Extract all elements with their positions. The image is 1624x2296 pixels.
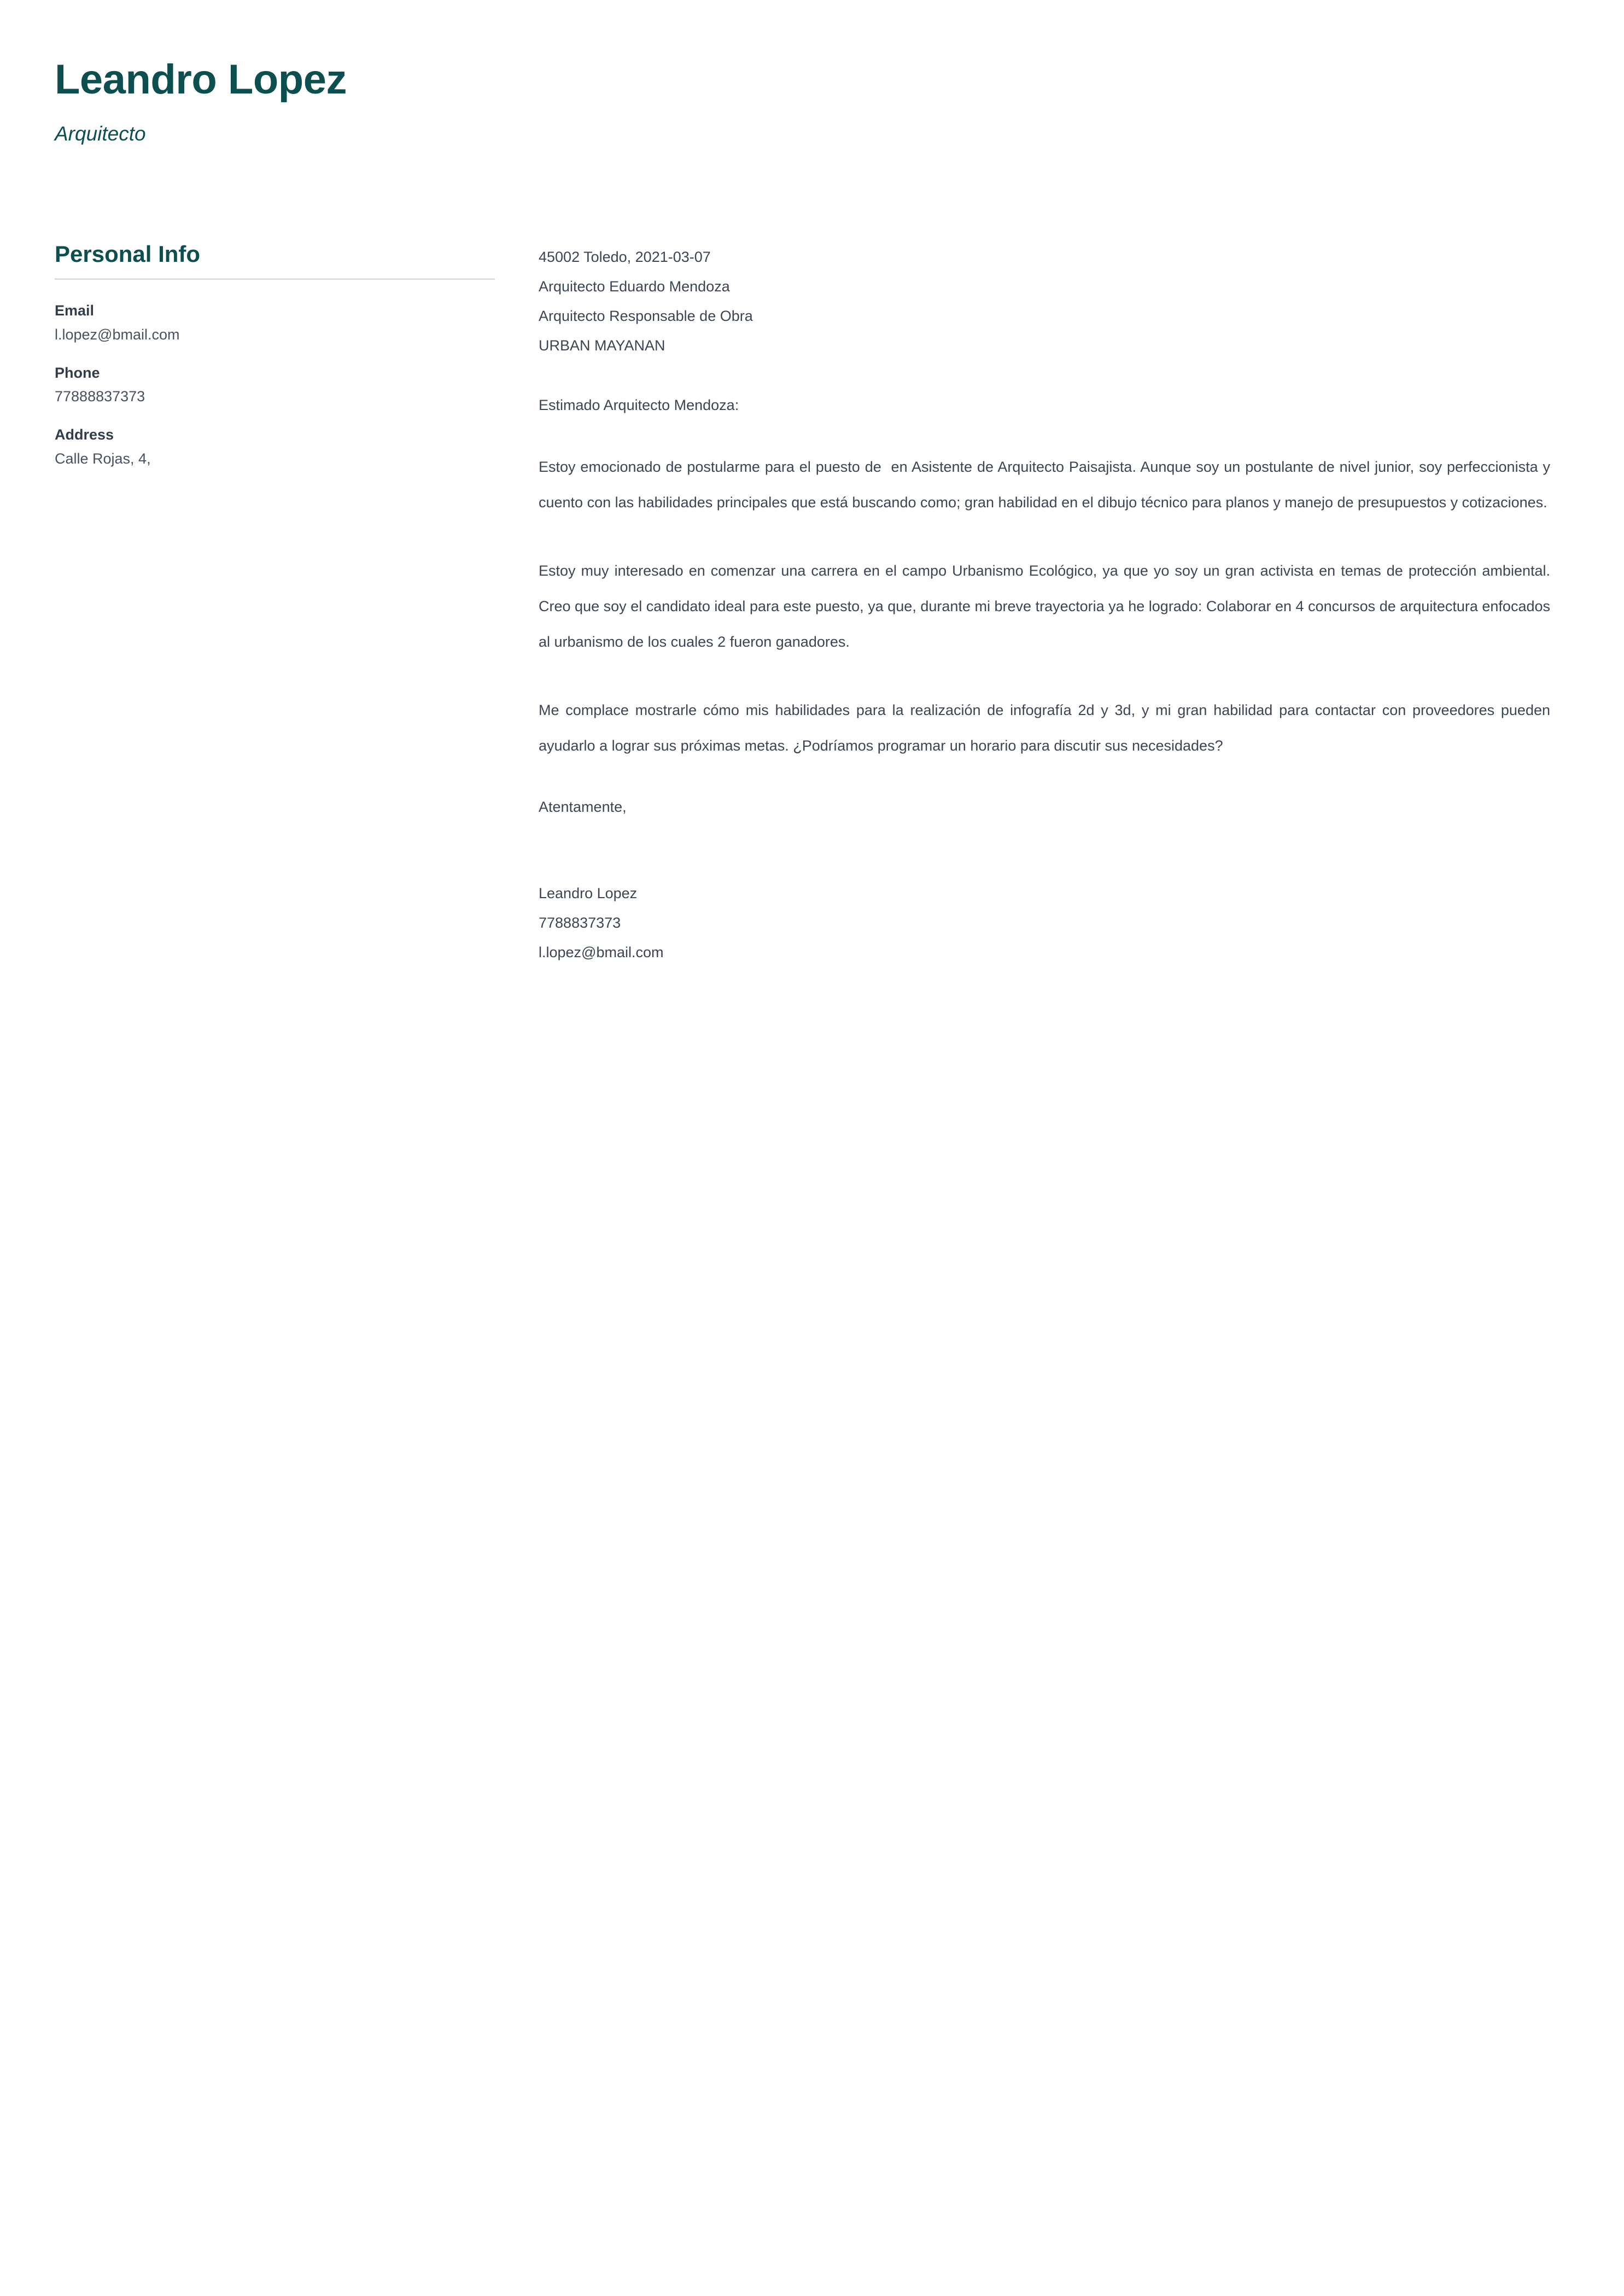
letter-body: [539, 242, 1555, 967]
personal-info-sidebar: [55, 242, 495, 468]
signature-block: [539, 822, 1550, 967]
letter-paragraph-2: Estoy muy interesado en comenzar una carrera en el campo Urbanismo Ecológico, ya que yo soy un gran activista en temas de protección ambiental. Creo que soy el candidato ideal para este puesto, ya que, durante mi breve trayectoria ya he logrado: Colaborar en 4 concursos de arquitectura enfocados al urbanismo de los cuales 2 fueron ganadores.: [539, 563, 1555, 650]
letter-paragraphs: [539, 420, 1555, 764]
candidate-name: Leandro Lopez: [55, 56, 347, 103]
signature-name: Leandro Lopez: [539, 885, 638, 901]
letter-paragraph-3: Me complace mostrarle cómo mis habilidades para la realización de infografía 2d y 3d, y mi gran habilidad para contactar con proveedores pueden ayudarlo a lograr sus próximas metas. ¿Podríamos programar un horario para discutir sus necesidades?: [539, 702, 1555, 754]
info-item-phone: [55, 364, 495, 426]
candidate-job-title: Arquitecto: [55, 122, 146, 145]
recipient-line-name: Arquitecto Eduardo Mendoza: [539, 278, 730, 295]
info-label-email: Email: [55, 302, 95, 319]
letter-paragraph-1: Estoy emocionado de postularme para el puesto de en Asistente de Arquitecto Paisajista. Aunque soy un postulante de nivel junior, soy perfeccionista y cuento con las habilidades principales que está buscando como; gran habilidad en el dibujo técnico para planos y manejo de presupuestos y cotizaciones.: [539, 459, 1555, 511]
info-value-address: Calle Rojas, 4,: [55, 450, 151, 467]
info-label-address: Address: [55, 426, 114, 443]
info-label-phone: Phone: [55, 364, 100, 381]
info-item-address: [55, 426, 495, 468]
letter-header: [55, 56, 1553, 145]
recipient-line-date-location: 45002 Toledo, 2021-03-07: [539, 249, 711, 265]
recipient-line-company: URBAN MAYANAN: [539, 337, 665, 354]
info-value-email[interactable]: l.lopez@bmail.com: [55, 326, 180, 343]
recipient-block: [539, 242, 1550, 360]
signature-email[interactable]: l.lopez@bmail.com: [539, 944, 664, 960]
info-value-phone[interactable]: 77888837373: [55, 388, 145, 405]
recipient-line-role: Arquitecto Responsable de Obra: [539, 308, 753, 324]
signature-phone[interactable]: 7788837373: [539, 915, 621, 931]
info-item-email: [55, 302, 495, 364]
closing-salutation: Atentamente,: [539, 799, 627, 815]
salutation: Estimado Arquitecto Mendoza:: [539, 397, 739, 413]
personal-info-list: [55, 280, 495, 468]
personal-info-heading: Personal Info: [55, 241, 201, 267]
